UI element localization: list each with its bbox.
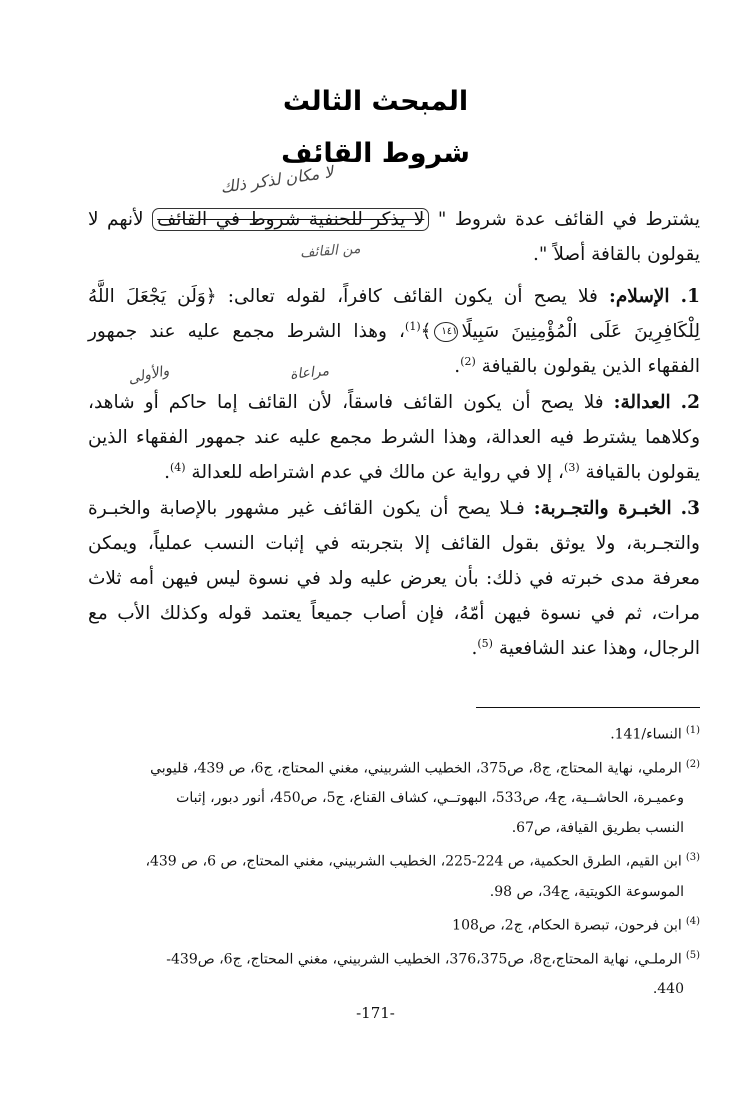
footnote-number: (3) bbox=[685, 852, 700, 864]
handwritten-note: والأولى bbox=[126, 362, 171, 388]
condition-text: فـلا يصح أن يكون القائف غير مشهور بالإصابة والخبـرة والتجـربة، ولا يوثق بقول القائف إلا بتجربته في إثبات النسب عملياً، ويمكن معرفة مدى خبرته في ذلك: بأن يعرض عليه ولد في نسوة ليس فيهن أمه ثلاث مرات، ثم في نسوة فيهن أمّهُ، فإن أصاب جميعاً يعتمد قوله وكذلك الأب مع الرجال، وهذا عند الشافعية bbox=[88, 498, 700, 659]
condition-text: فلا يصح أن يكون القائف فاسقاً، لأن القائف إما حاكم أو شاهد، وكلاهما يشترط فيه العدالة، وهذا الشرط مجمع عليه عند جمهور الفقهاء الذين يقولون بالقيافة bbox=[88, 392, 700, 483]
quran-verse: ﴿وَلَن يَجْعَلَ اللَّهُ لِلْكَافِرِينَ عَلَى الْمُؤْمِنِينَ سَبِيلًا bbox=[88, 286, 701, 342]
chapter-title: المبحث الثالث bbox=[282, 86, 469, 117]
footnote-ref: (4) bbox=[169, 460, 186, 474]
footnote-item bbox=[88, 716, 700, 750]
page-number: -171- bbox=[356, 1004, 395, 1022]
footnote-item bbox=[88, 907, 700, 941]
condition-number: 1. bbox=[680, 286, 700, 307]
intro-text-end: لأنهم لا يقولون بالقافة أصلاً ". bbox=[88, 209, 700, 265]
footnotes-list bbox=[88, 716, 700, 1004]
footnote-text: ابن فرحون، تبصرة الحكام، ج2، ص108 bbox=[452, 917, 682, 934]
condition-label: الإسلام: bbox=[609, 286, 670, 307]
footnote-continuation: وعميـرة، الحاشــية، ج4، ص533، البهوتــي، كشاف القناع، ج5، ص450، أنور دبور، إثبات bbox=[176, 790, 684, 807]
condition-text: ، إلا في رواية عن مالك في عدم اشتراطه للعدالة bbox=[185, 462, 565, 483]
verse-number-marker: ١٤١ bbox=[434, 322, 458, 342]
condition-islam bbox=[88, 279, 700, 384]
footnote-continuation: النسب بطريق القيافة، ص67. bbox=[511, 820, 684, 837]
condition-justice bbox=[88, 385, 700, 490]
footnote-number: (4) bbox=[685, 915, 700, 927]
footnote-ref: (1) bbox=[405, 319, 421, 333]
struck-boxed-text: لا يذكر للحنفية شروط في القائف bbox=[152, 208, 429, 231]
footnote-continuation: الموسوعة الكويتية، ج34، ص 98. bbox=[489, 883, 684, 900]
footnote-number: (2) bbox=[685, 758, 700, 770]
condition-end: . bbox=[164, 462, 170, 483]
footnote-separator bbox=[476, 707, 700, 708]
condition-text: . bbox=[471, 638, 478, 659]
footnote-continuation: 440. bbox=[652, 981, 684, 998]
footnote-text: النساء/141. bbox=[610, 726, 682, 743]
footnote-text: ابن القيم، الطرق الحكمية، ص 224-225، الخطيب الشربيني، مغني المحتاج، ص 6، ص 439، bbox=[145, 853, 682, 870]
condition-label: العدالة: bbox=[613, 392, 671, 413]
intro-text: يشترط في القائف عدة شروط " bbox=[429, 209, 701, 230]
condition-number: 3. bbox=[680, 498, 700, 519]
condition-end: . bbox=[454, 356, 461, 377]
condition-experience bbox=[88, 491, 700, 666]
footnote-text: الرملي، نهاية المحتاج، ج8، ص375، الخطيب الشربيني، مغني المحتاج، ج6، ص 439، قليوبي bbox=[150, 760, 682, 777]
footnote-ref: (2) bbox=[460, 354, 476, 368]
handwritten-note: لا مكان لذكر ذلك bbox=[219, 162, 335, 197]
handwritten-note: مراعاة bbox=[289, 363, 330, 383]
handwritten-note: من القائف bbox=[299, 240, 361, 262]
condition-label: الخبـرة والتجـربة: bbox=[533, 498, 672, 519]
quran-close: ﴾ bbox=[420, 321, 432, 342]
footnote-item bbox=[88, 843, 700, 877]
footnote-item bbox=[88, 750, 700, 784]
footnote-number: (1) bbox=[685, 725, 700, 736]
footnote-ref: (5) bbox=[477, 636, 493, 650]
condition-text: فلا يصح أن يكون القائف كافراً، لقوله تعالى: bbox=[216, 286, 609, 307]
section-title: شروط القائف bbox=[281, 138, 470, 169]
intro-paragraph bbox=[88, 202, 700, 272]
condition-text: ، وهذا الشرط مجمع عليه عند جمهور الفقهاء الذين يقولون بالقيافة bbox=[88, 321, 700, 377]
footnote-text: الرملـي، نهاية المحتاج،ج8، ص376،375، الخطيب الشربيني، مغني المحتاج، ج6، ص439- bbox=[166, 951, 682, 968]
footnote-number: (5) bbox=[685, 949, 700, 961]
condition-number: 2. bbox=[680, 392, 700, 413]
footnote-item bbox=[88, 941, 700, 975]
footnote-ref: (3) bbox=[564, 460, 580, 474]
